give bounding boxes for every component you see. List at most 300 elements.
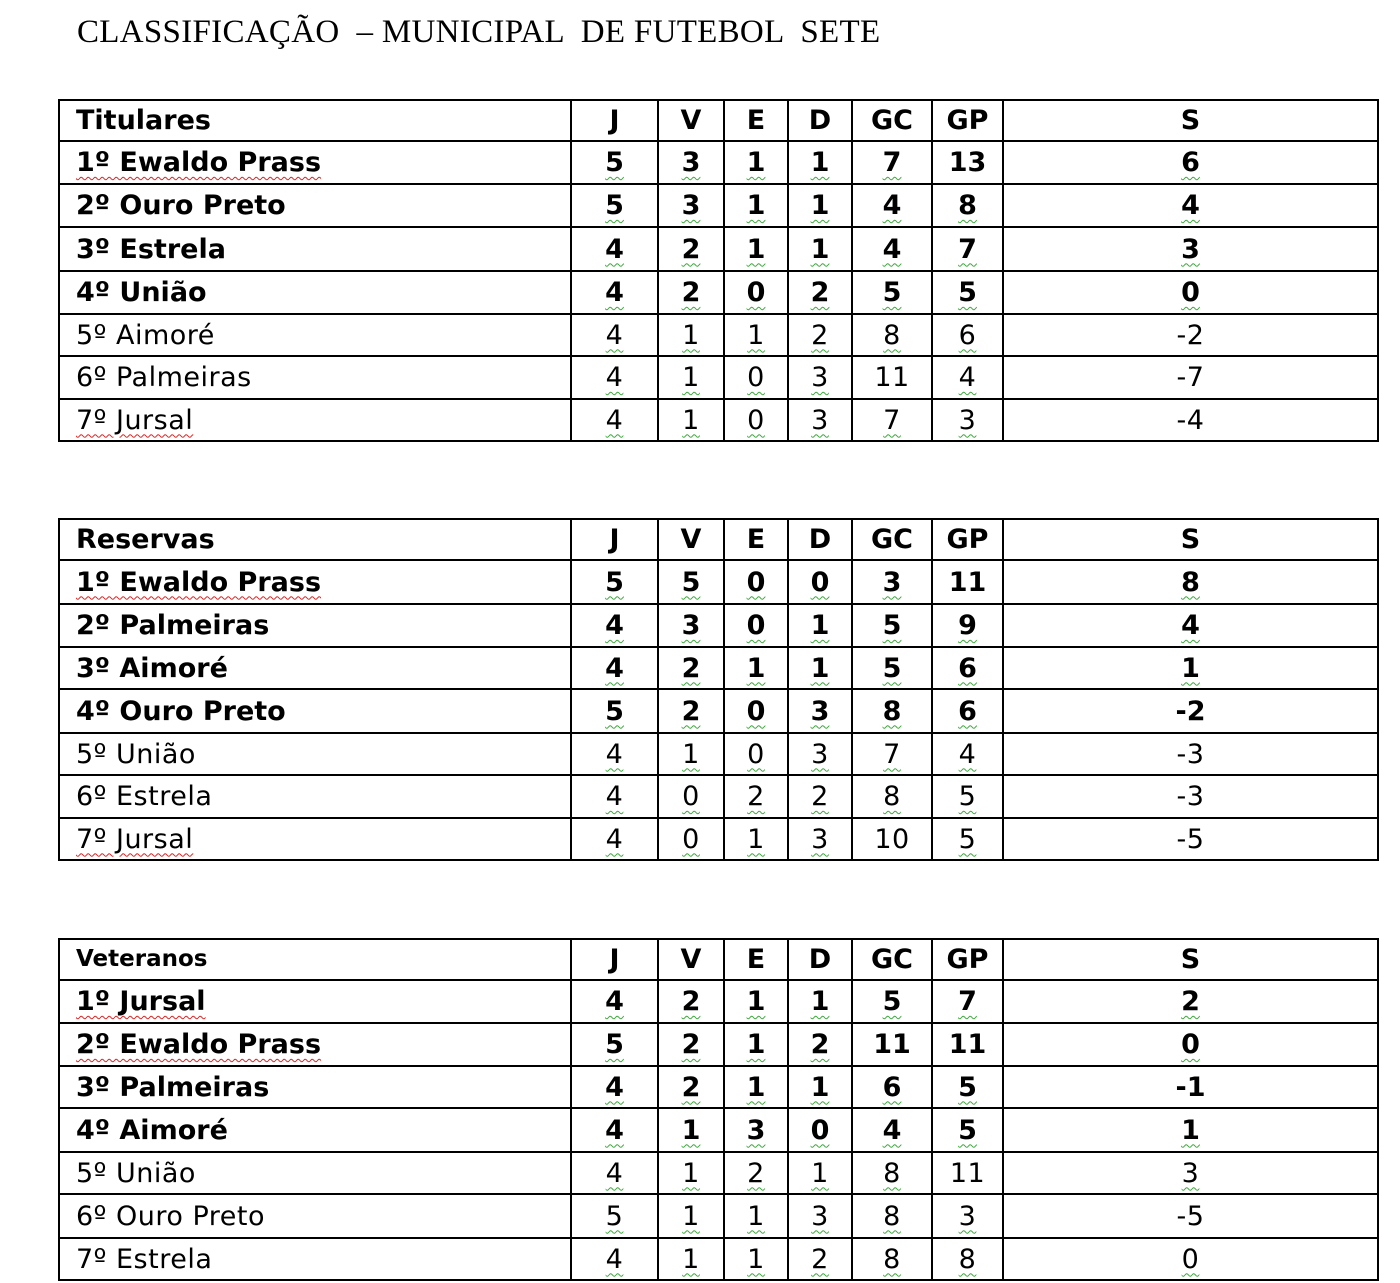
cell-gc: [852, 1238, 932, 1280]
cell-value: -3: [1176, 738, 1205, 770]
cell-value: 1: [810, 1071, 830, 1103]
cell-value: 4: [958, 362, 977, 393]
team-name: 5º Aimoré: [76, 319, 215, 351]
cell-value: 3: [810, 695, 830, 727]
cell-d: [788, 227, 852, 271]
cell-value: 1: [682, 738, 700, 770]
team-cell: [59, 1238, 571, 1280]
column-header-j: J: [571, 100, 658, 141]
cell-value: 7: [958, 233, 977, 265]
cell-value: 1: [1181, 652, 1200, 684]
cell-e: [724, 184, 788, 227]
cell-s: [1003, 141, 1378, 184]
cell-value: -1: [1175, 1071, 1206, 1103]
team-cell: [59, 733, 571, 775]
cell-value: 1: [747, 319, 765, 351]
team-cell: [59, 689, 571, 733]
table-row: [59, 733, 1378, 775]
column-header-gc: GC: [852, 519, 932, 560]
cell-value: 1: [746, 986, 766, 1017]
table-row: [59, 1194, 1378, 1238]
cell-d: [788, 560, 852, 604]
cell-value: 0: [1181, 277, 1200, 308]
cell-value: 1: [747, 1243, 765, 1275]
table-row: [59, 1066, 1378, 1108]
cell-value: 4: [605, 781, 624, 812]
cell-value: 10: [874, 823, 910, 855]
table-row: [59, 356, 1378, 399]
table-row: [59, 1238, 1378, 1280]
team-cell: [59, 141, 571, 184]
cell-s: [1003, 271, 1378, 314]
cell-d: [788, 314, 852, 356]
cell-value: 4: [605, 823, 624, 855]
cell-gp: [932, 356, 1003, 399]
table-header-row: [59, 519, 1378, 560]
cell-s: [1003, 1108, 1378, 1152]
cell-gp: [932, 604, 1003, 647]
cell-gc: [852, 647, 932, 689]
cell-d: [788, 775, 852, 818]
cell-value: 7: [883, 404, 901, 436]
team-name: 2º Palmeiras: [76, 610, 270, 641]
cell-value: 1: [682, 319, 700, 351]
cell-value: 8: [883, 1200, 901, 1232]
cell-v: [658, 1108, 724, 1152]
cell-gc: [852, 1023, 932, 1066]
cell-value: 1: [746, 233, 766, 265]
cell-j: [571, 689, 658, 733]
column-header-j: J: [571, 939, 658, 980]
cell-value: 0: [810, 1114, 830, 1146]
cell-s: [1003, 356, 1378, 399]
cell-e: [724, 818, 788, 860]
cell-value: 3: [811, 738, 829, 770]
cell-gc: [852, 1066, 932, 1108]
cell-gp: [932, 399, 1003, 441]
team-cell: [59, 775, 571, 818]
cell-value: 11: [874, 362, 910, 393]
team-name: 6º Estrela: [76, 781, 213, 812]
cell-j: [571, 1152, 658, 1194]
cell-value: 4: [605, 986, 624, 1017]
cell-gp: [932, 271, 1003, 314]
cell-d: [788, 980, 852, 1023]
column-header-gc: GC: [852, 939, 932, 980]
cell-v: [658, 227, 724, 271]
cell-s: [1003, 775, 1378, 818]
cell-value: 3: [681, 610, 701, 641]
cell-v: [658, 1023, 724, 1066]
column-header-v: V: [658, 100, 724, 141]
team-cell: [59, 314, 571, 356]
cell-value: 4: [605, 1157, 624, 1189]
cell-value: 2: [811, 781, 829, 812]
cell-s: [1003, 689, 1378, 733]
cell-value: 11: [948, 566, 987, 598]
cell-gc: [852, 399, 932, 441]
cell-j: [571, 1023, 658, 1066]
column-header-d: D: [788, 939, 852, 980]
cell-e: [724, 141, 788, 184]
cell-d: [788, 689, 852, 733]
cell-gp: [932, 560, 1003, 604]
cell-v: [658, 141, 724, 184]
cell-d: [788, 647, 852, 689]
cell-value: 0: [1181, 1243, 1200, 1275]
cell-value: 2: [681, 652, 701, 684]
cell-value: 3: [958, 1200, 977, 1232]
column-header-e: E: [724, 519, 788, 560]
cell-value: -4: [1176, 404, 1205, 436]
cell-gc: [852, 314, 932, 356]
team-name: 7º Jursal: [76, 404, 194, 436]
standings-table-reservas: [58, 518, 1379, 861]
cell-value: 6: [958, 695, 977, 727]
cell-j: [571, 399, 658, 441]
cell-v: [658, 689, 724, 733]
column-header-gp: GP: [932, 939, 1003, 980]
cell-s: [1003, 1066, 1378, 1108]
team-name: 7º Estrela: [76, 1243, 213, 1275]
cell-j: [571, 733, 658, 775]
cell-s: [1003, 980, 1378, 1023]
cell-value: -5: [1176, 823, 1205, 855]
cell-value: 5: [605, 1200, 624, 1232]
team-cell: [59, 1066, 571, 1108]
cell-value: 1: [682, 362, 700, 393]
cell-value: 2: [681, 986, 701, 1017]
cell-d: [788, 604, 852, 647]
cell-value: 1: [682, 404, 700, 436]
table-row: [59, 227, 1378, 271]
cell-value: 5: [605, 147, 624, 178]
cell-e: [724, 356, 788, 399]
cell-e: [724, 1023, 788, 1066]
team-cell: [59, 184, 571, 227]
cell-value: 1: [810, 147, 830, 178]
cell-j: [571, 604, 658, 647]
column-header-v: V: [658, 519, 724, 560]
cell-d: [788, 733, 852, 775]
cell-gp: [932, 818, 1003, 860]
cell-e: [724, 560, 788, 604]
column-header-s: S: [1003, 100, 1378, 141]
cell-v: [658, 399, 724, 441]
cell-value: 2: [681, 1029, 701, 1060]
cell-value: 4: [882, 1114, 902, 1146]
cell-value: 3: [811, 362, 829, 393]
cell-gc: [852, 733, 932, 775]
cell-value: 2: [681, 1071, 701, 1103]
cell-value: 5: [681, 566, 701, 598]
cell-j: [571, 818, 658, 860]
cell-gp: [932, 1238, 1003, 1280]
table-row: [59, 775, 1378, 818]
table-header-row: [59, 100, 1378, 141]
cell-j: [571, 1238, 658, 1280]
cell-v: [658, 1152, 724, 1194]
cell-value: 6: [1181, 147, 1200, 178]
cell-value: 1: [747, 823, 765, 855]
cell-value: 6: [958, 319, 977, 351]
cell-gp: [932, 141, 1003, 184]
cell-value: 3: [811, 1200, 829, 1232]
cell-value: 3: [746, 1114, 766, 1146]
cell-value: 3: [681, 190, 701, 221]
cell-j: [571, 775, 658, 818]
cell-value: -3: [1176, 781, 1205, 812]
cell-d: [788, 1066, 852, 1108]
cell-j: [571, 1066, 658, 1108]
cell-value: 0: [682, 823, 700, 855]
cell-value: 1: [681, 1114, 701, 1146]
cell-value: 5: [882, 610, 902, 641]
standings-table-titulares: [58, 99, 1379, 442]
cell-value: 11: [949, 1157, 986, 1189]
team-cell: [59, 271, 571, 314]
team-name: 2º Ouro Preto: [76, 190, 286, 221]
cell-gp: [932, 314, 1003, 356]
cell-value: 1: [746, 1029, 766, 1060]
cell-d: [788, 399, 852, 441]
cell-e: [724, 775, 788, 818]
cell-value: 3: [681, 147, 701, 178]
cell-v: [658, 980, 724, 1023]
cell-value: 4: [958, 738, 977, 770]
cell-value: -5: [1176, 1200, 1205, 1232]
cell-e: [724, 604, 788, 647]
cell-value: 0: [747, 362, 765, 393]
cell-s: [1003, 560, 1378, 604]
cell-v: [658, 818, 724, 860]
cell-value: 0: [746, 566, 766, 598]
cell-value: 5: [958, 781, 977, 812]
cell-value: 5: [605, 1029, 624, 1060]
cell-gc: [852, 271, 932, 314]
cell-value: 1: [746, 652, 766, 684]
cell-value: 0: [682, 781, 700, 812]
table-row: [59, 1108, 1378, 1152]
cell-e: [724, 1066, 788, 1108]
cell-e: [724, 399, 788, 441]
cell-value: 9: [958, 610, 977, 641]
cell-value: 8: [883, 781, 901, 812]
cell-value: 0: [746, 277, 766, 308]
cell-gc: [852, 818, 932, 860]
team-name: 2º Ewaldo Prass: [76, 1029, 322, 1060]
team-name: 5º União: [76, 1157, 196, 1189]
cell-v: [658, 271, 724, 314]
cell-gc: [852, 356, 932, 399]
cell-gc: [852, 1194, 932, 1238]
team-name: 4º União: [76, 277, 207, 308]
cell-s: [1003, 733, 1378, 775]
cell-e: [724, 1152, 788, 1194]
cell-gc: [852, 227, 932, 271]
cell-gc: [852, 184, 932, 227]
column-header-gc: GC: [852, 100, 932, 141]
cell-j: [571, 271, 658, 314]
cell-value: 8: [883, 1157, 901, 1189]
cell-gc: [852, 775, 932, 818]
cell-gp: [932, 1194, 1003, 1238]
cell-value: 2: [810, 277, 830, 308]
cell-value: 4: [605, 362, 624, 393]
cell-value: 6: [882, 1071, 902, 1103]
cell-value: 1: [810, 652, 830, 684]
cell-gc: [852, 980, 932, 1023]
cell-gc: [852, 560, 932, 604]
cell-value: 0: [746, 610, 766, 641]
table-row: [59, 1023, 1378, 1066]
cell-e: [724, 1238, 788, 1280]
cell-v: [658, 314, 724, 356]
cell-gp: [932, 647, 1003, 689]
table-row: [59, 141, 1378, 184]
cell-v: [658, 1194, 724, 1238]
cell-value: 1: [810, 233, 830, 265]
cell-s: [1003, 227, 1378, 271]
cell-gp: [932, 733, 1003, 775]
cell-value: 4: [605, 1243, 624, 1275]
cell-value: 1: [810, 190, 830, 221]
cell-gc: [852, 1152, 932, 1194]
cell-s: [1003, 1194, 1378, 1238]
cell-gp: [932, 775, 1003, 818]
cell-gp: [932, 1066, 1003, 1108]
cell-gp: [932, 184, 1003, 227]
cell-value: 8: [1181, 566, 1200, 598]
cell-e: [724, 1108, 788, 1152]
cell-value: 2: [810, 1029, 830, 1060]
category-heading: Reservas: [59, 519, 571, 560]
cell-e: [724, 1194, 788, 1238]
cell-e: [724, 733, 788, 775]
cell-value: 13: [948, 147, 987, 178]
cell-value: 1: [810, 986, 830, 1017]
team-cell: [59, 604, 571, 647]
cell-e: [724, 314, 788, 356]
cell-value: 3: [882, 566, 902, 598]
cell-value: 4: [605, 1114, 624, 1146]
cell-value: 11: [873, 1029, 911, 1060]
team-name: 7º Jursal: [76, 823, 194, 855]
cell-value: 7: [883, 738, 901, 770]
standings-table-veteranos: [58, 938, 1379, 1281]
team-cell: [59, 980, 571, 1023]
team-cell: [59, 1194, 571, 1238]
cell-value: 0: [747, 404, 765, 436]
cell-d: [788, 141, 852, 184]
team-name: 5º União: [76, 738, 196, 770]
cell-value: 3: [1181, 1157, 1200, 1189]
cell-s: [1003, 184, 1378, 227]
cell-d: [788, 1108, 852, 1152]
cell-value: 4: [882, 233, 902, 265]
column-header-d: D: [788, 519, 852, 560]
column-header-e: E: [724, 939, 788, 980]
cell-e: [724, 980, 788, 1023]
cell-value: 1: [746, 1071, 766, 1103]
cell-j: [571, 356, 658, 399]
table-row: [59, 689, 1378, 733]
cell-value: 4: [605, 404, 624, 436]
cell-e: [724, 647, 788, 689]
cell-gc: [852, 141, 932, 184]
cell-s: [1003, 647, 1378, 689]
cell-value: -2: [1176, 319, 1205, 351]
cell-value: 4: [1181, 610, 1200, 641]
team-name: 6º Palmeiras: [76, 362, 252, 393]
cell-e: [724, 689, 788, 733]
column-header-e: E: [724, 100, 788, 141]
cell-value: 2: [747, 1157, 765, 1189]
team-cell: [59, 399, 571, 441]
cell-value: 5: [958, 1114, 977, 1146]
cell-v: [658, 604, 724, 647]
cell-j: [571, 227, 658, 271]
team-cell: [59, 1023, 571, 1066]
cell-value: 4: [605, 652, 624, 684]
cell-value: 5: [958, 823, 977, 855]
column-header-gp: GP: [932, 519, 1003, 560]
table-row: [59, 604, 1378, 647]
table-row: [59, 560, 1378, 604]
cell-v: [658, 1066, 724, 1108]
team-name: 1º Ewaldo Prass: [76, 566, 322, 598]
team-cell: [59, 1108, 571, 1152]
column-header-d: D: [788, 100, 852, 141]
cell-value: 2: [811, 319, 829, 351]
column-header-gp: GP: [932, 100, 1003, 141]
cell-gc: [852, 689, 932, 733]
cell-s: [1003, 1023, 1378, 1066]
team-name: 1º Ewaldo Prass: [76, 147, 322, 178]
cell-j: [571, 314, 658, 356]
cell-v: [658, 775, 724, 818]
cell-value: 8: [958, 1243, 977, 1275]
cell-value: 8: [883, 1243, 901, 1275]
cell-v: [658, 733, 724, 775]
cell-d: [788, 1238, 852, 1280]
cell-v: [658, 560, 724, 604]
cell-j: [571, 141, 658, 184]
cell-value: 0: [746, 695, 766, 727]
cell-value: 1: [682, 1243, 700, 1275]
cell-value: 2: [747, 781, 765, 812]
table-row: [59, 647, 1378, 689]
cell-value: 6: [958, 652, 977, 684]
cell-value: -7: [1176, 362, 1205, 393]
team-name: 3º Estrela: [76, 233, 226, 265]
team-name: 3º Palmeiras: [76, 1071, 270, 1103]
cell-e: [724, 271, 788, 314]
table-row: [59, 818, 1378, 860]
cell-s: [1003, 818, 1378, 860]
table-header-row: [59, 939, 1378, 980]
cell-gc: [852, 604, 932, 647]
cell-value: 2: [681, 277, 701, 308]
team-cell: [59, 356, 571, 399]
cell-s: [1003, 1238, 1378, 1280]
cell-value: 4: [605, 610, 624, 641]
cell-value: 8: [883, 319, 901, 351]
cell-value: 1: [682, 1157, 700, 1189]
cell-value: 5: [882, 986, 902, 1017]
table-row: [59, 314, 1378, 356]
cell-value: 4: [882, 190, 902, 221]
